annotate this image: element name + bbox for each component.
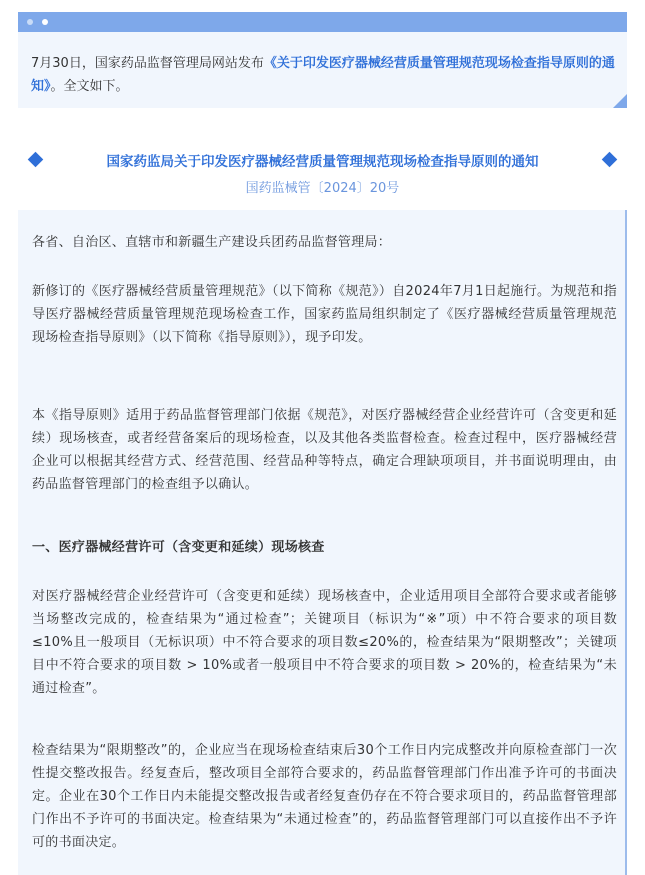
section-heading: 一、医疗器械经营许可（含变更和延续）现场核查 bbox=[32, 540, 325, 555]
notice-link[interactable]: 《关于印发医疗器械经营质量管理规范现场检查指导原则的通知》 bbox=[31, 56, 615, 94]
paragraph-criteria: 对医疗器械经营企业经营许可（含变更和延续）现场核查中，企业适用项目全部符合要求或者能够当场整改完成的，检查结果为“通过检查”；关键项目（标识为“※”项）中不符合要求的项目数≤10%且一般项目（无标识项）中不符合要求的项目数≤20%的，检查结果为“限期整改”；关键项目中不符合要求的项目数 > 10%或者一般项目中不符合要求的项目数 > 20%的，检查结果为“未通过检查”。 bbox=[32, 589, 617, 696]
dot-icon bbox=[42, 19, 48, 25]
document-title: 国家药监局关于印发医疗器械经营质量管理规范现场检查指导原则的通知 bbox=[106, 154, 539, 170]
paragraph-rectification: 检查结果为“限期整改”的，企业应当在现场检查结束后30个工作日内完成整改并向原检查部门一次性提交整改报告。经复查后，整改项目全部符合要求的，药品监督管理部门作出准予许可的书面决定。企业在30个工作日内未能提交整改报告或者经复查仍存在不符合要求项目的，药品监督管理部门作出不予许可的书面决定。检查结果为“未通过检查”的，药品监督管理部门可以直接作出不予许可的书面决定。 bbox=[32, 743, 617, 850]
intro-text bbox=[31, 52, 621, 98]
paragraph-intro: 新修订的《医疗器械经营质量管理规范》（以下简称《规范》）自2024年7月1日起施行。为规范和指导医疗器械经营质量管理规范现场检查工作，国家药监局组织制定了《医疗器械经营质量管理规范现场检查指导原则》（以下简称《指导原则》），现予印发。 bbox=[32, 284, 617, 345]
dot-icon bbox=[27, 19, 33, 25]
intro-suffix: 。全文如下。 bbox=[50, 79, 129, 94]
salutation: 各省、自治区、直辖市和新疆生产建设兵团药品监督管理局： bbox=[32, 235, 392, 250]
corner-triangle-icon bbox=[613, 94, 627, 108]
intro-prefix: 7月30日，国家药品监督管理局网站发布 bbox=[31, 56, 264, 71]
decorative-top-bar bbox=[18, 12, 627, 32]
document-body bbox=[18, 210, 627, 875]
document-number: 国药监械管〔2024〕20号 bbox=[245, 181, 400, 196]
intro-box bbox=[18, 32, 627, 108]
paragraph-scope: 本《指导原则》适用于药品监督管理部门依据《规范》，对医疗器械经营企业经营许可（含变更和延续）现场核查，或者经营备案后的现场检查，以及其他各类监督检查。检查过程中，医疗器械经营企业可以根据其经营方式、经营范围、经营品种等特点，确定合理缺项项目，并书面说明理由，由药品监督管理部门的检查组予以确认。 bbox=[32, 408, 617, 492]
